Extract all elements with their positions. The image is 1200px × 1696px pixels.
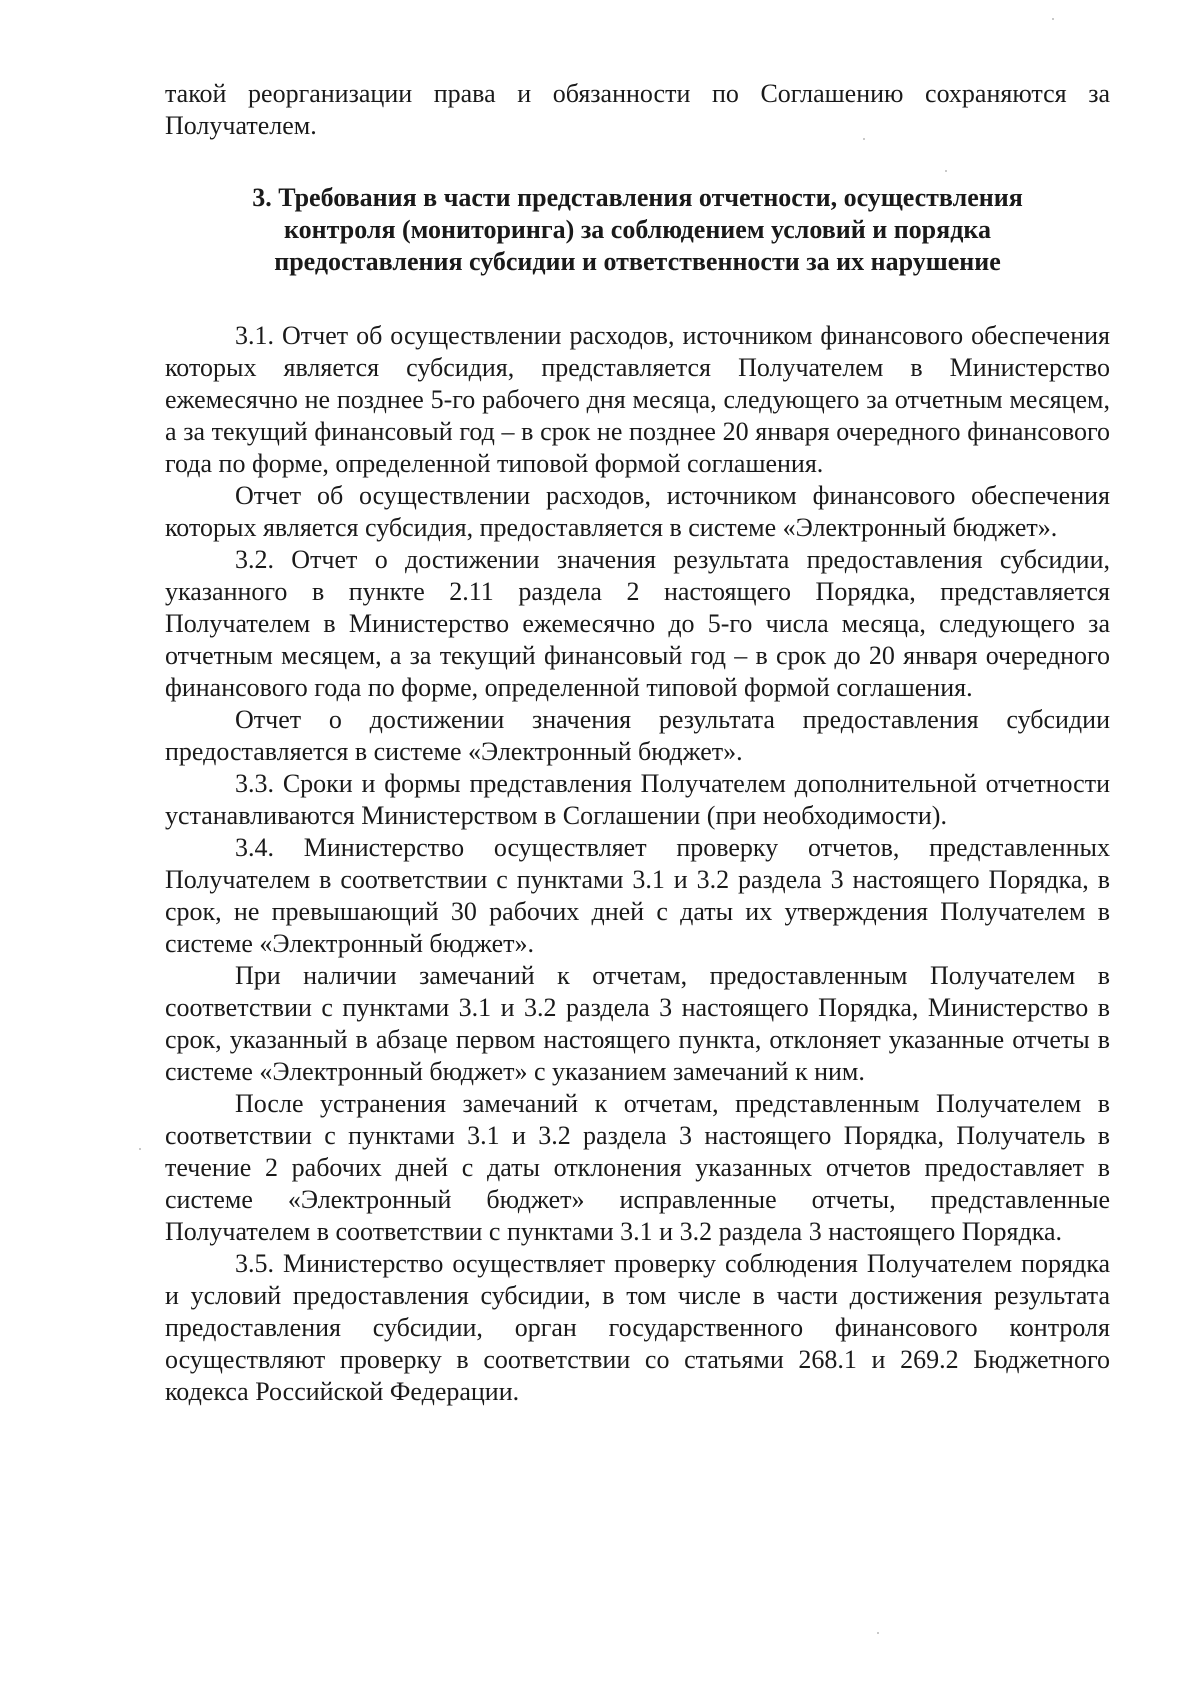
scan-speck	[1052, 18, 1054, 20]
paragraph-3-3: 3.3. Сроки и формы представления Получателем дополнительной отчетности устанавливаются Министерством в Соглашении (при необходимости).	[165, 769, 1110, 830]
scan-speck	[877, 1632, 879, 1634]
paragraph-3-4: 3.4. Министерство осуществляет проверку отчетов, представленных Получателем в соответствии с пунктами 3.1 и 3.2 раздела 3 настоящего Порядка, в срок, не превышающий 30 рабочих дней с даты их утверждения Получателем в системе «Электронный бюджет».	[165, 833, 1110, 958]
paragraph-3-4-corrections: После устранения замечаний к отчетам, представленным Получателем в соответствии с пунктами 3.1 и 3.2 раздела 3 настоящего Порядка, Получатель в течение 2 рабочих дней с даты отклонения указанных отчетов предоставляет в системе «Электронный бюджет» исправленные отчеты, представленные Получателем в соответствии с пунктами 3.1 и 3.2 раздела 3 настоящего Порядка.	[165, 1089, 1110, 1246]
paragraph-3-1-system: Отчет об осуществлении расходов, источником финансового обеспечения которых является субсидия, предоставляется в системе «Электронный бюджет».	[165, 481, 1110, 542]
paragraph-3-2-system: Отчет о достижении значения результата предоставления субсидии предоставляется в системе «Электронный бюджет».	[165, 705, 1110, 766]
section-heading-line-2: контроля (мониторинга) за соблюдением условий и порядка	[284, 215, 991, 244]
paragraph-3-2: 3.2. Отчет о достижении значения результата предоставления субсидии, указанного в пункте 2.11 раздела 2 настоящего Порядка, представляется Получателем в Министерство ежемесячно до 5-го числа месяца, следующего за отчетным месяцем, а за текущий финансовый год – в срок до 20 января очередного финансового года по форме, определенной типовой формой соглашения.	[165, 545, 1110, 702]
scan-speck	[139, 1148, 141, 1150]
section-heading-line-1: 3. Требования в части представления отчетности, осуществления	[252, 183, 1023, 212]
paragraph-3-5: 3.5. Министерство осуществляет проверку соблюдения Получателем порядка и условий предоставления субсидии, в том числе в части достижения результата предоставления субсидии, орган государственного финансового контроля осуществляют проверку в соответствии со статьями 268.1 и 269.2 Бюджетного кодекса Российской Федерации.	[165, 1249, 1110, 1406]
document-body	[165, 78, 1110, 1408]
intro-paragraph: такой реорганизации права и обязанности по Соглашению сохраняются за Получателем.	[165, 79, 1110, 140]
section-heading	[165, 182, 1110, 278]
paragraph-3-1: 3.1. Отчет об осуществлении расходов, источником финансового обеспечения которых является субсидия, представляется Получателем в Министерство ежемесячно не позднее 5-го рабочего дня месяца, следующего за отчетным месяцем, а за текущий финансовый год – в срок не позднее 20 января очередного финансового года по форме, определенной типовой формой соглашения.	[165, 321, 1110, 478]
section-heading-line-3: предоставления субсидии и ответственности за их нарушение	[274, 247, 1001, 276]
paragraph-3-4-remarks: При наличии замечаний к отчетам, предоставленным Получателем в соответствии с пунктами 3.1 и 3.2 раздела 3 настоящего Порядка, Министерство в срок, указанный в абзаце первом настоящего пункта, отклоняет указанные отчеты в системе «Электронный бюджет» с указанием замечаний к ним.	[165, 961, 1110, 1086]
